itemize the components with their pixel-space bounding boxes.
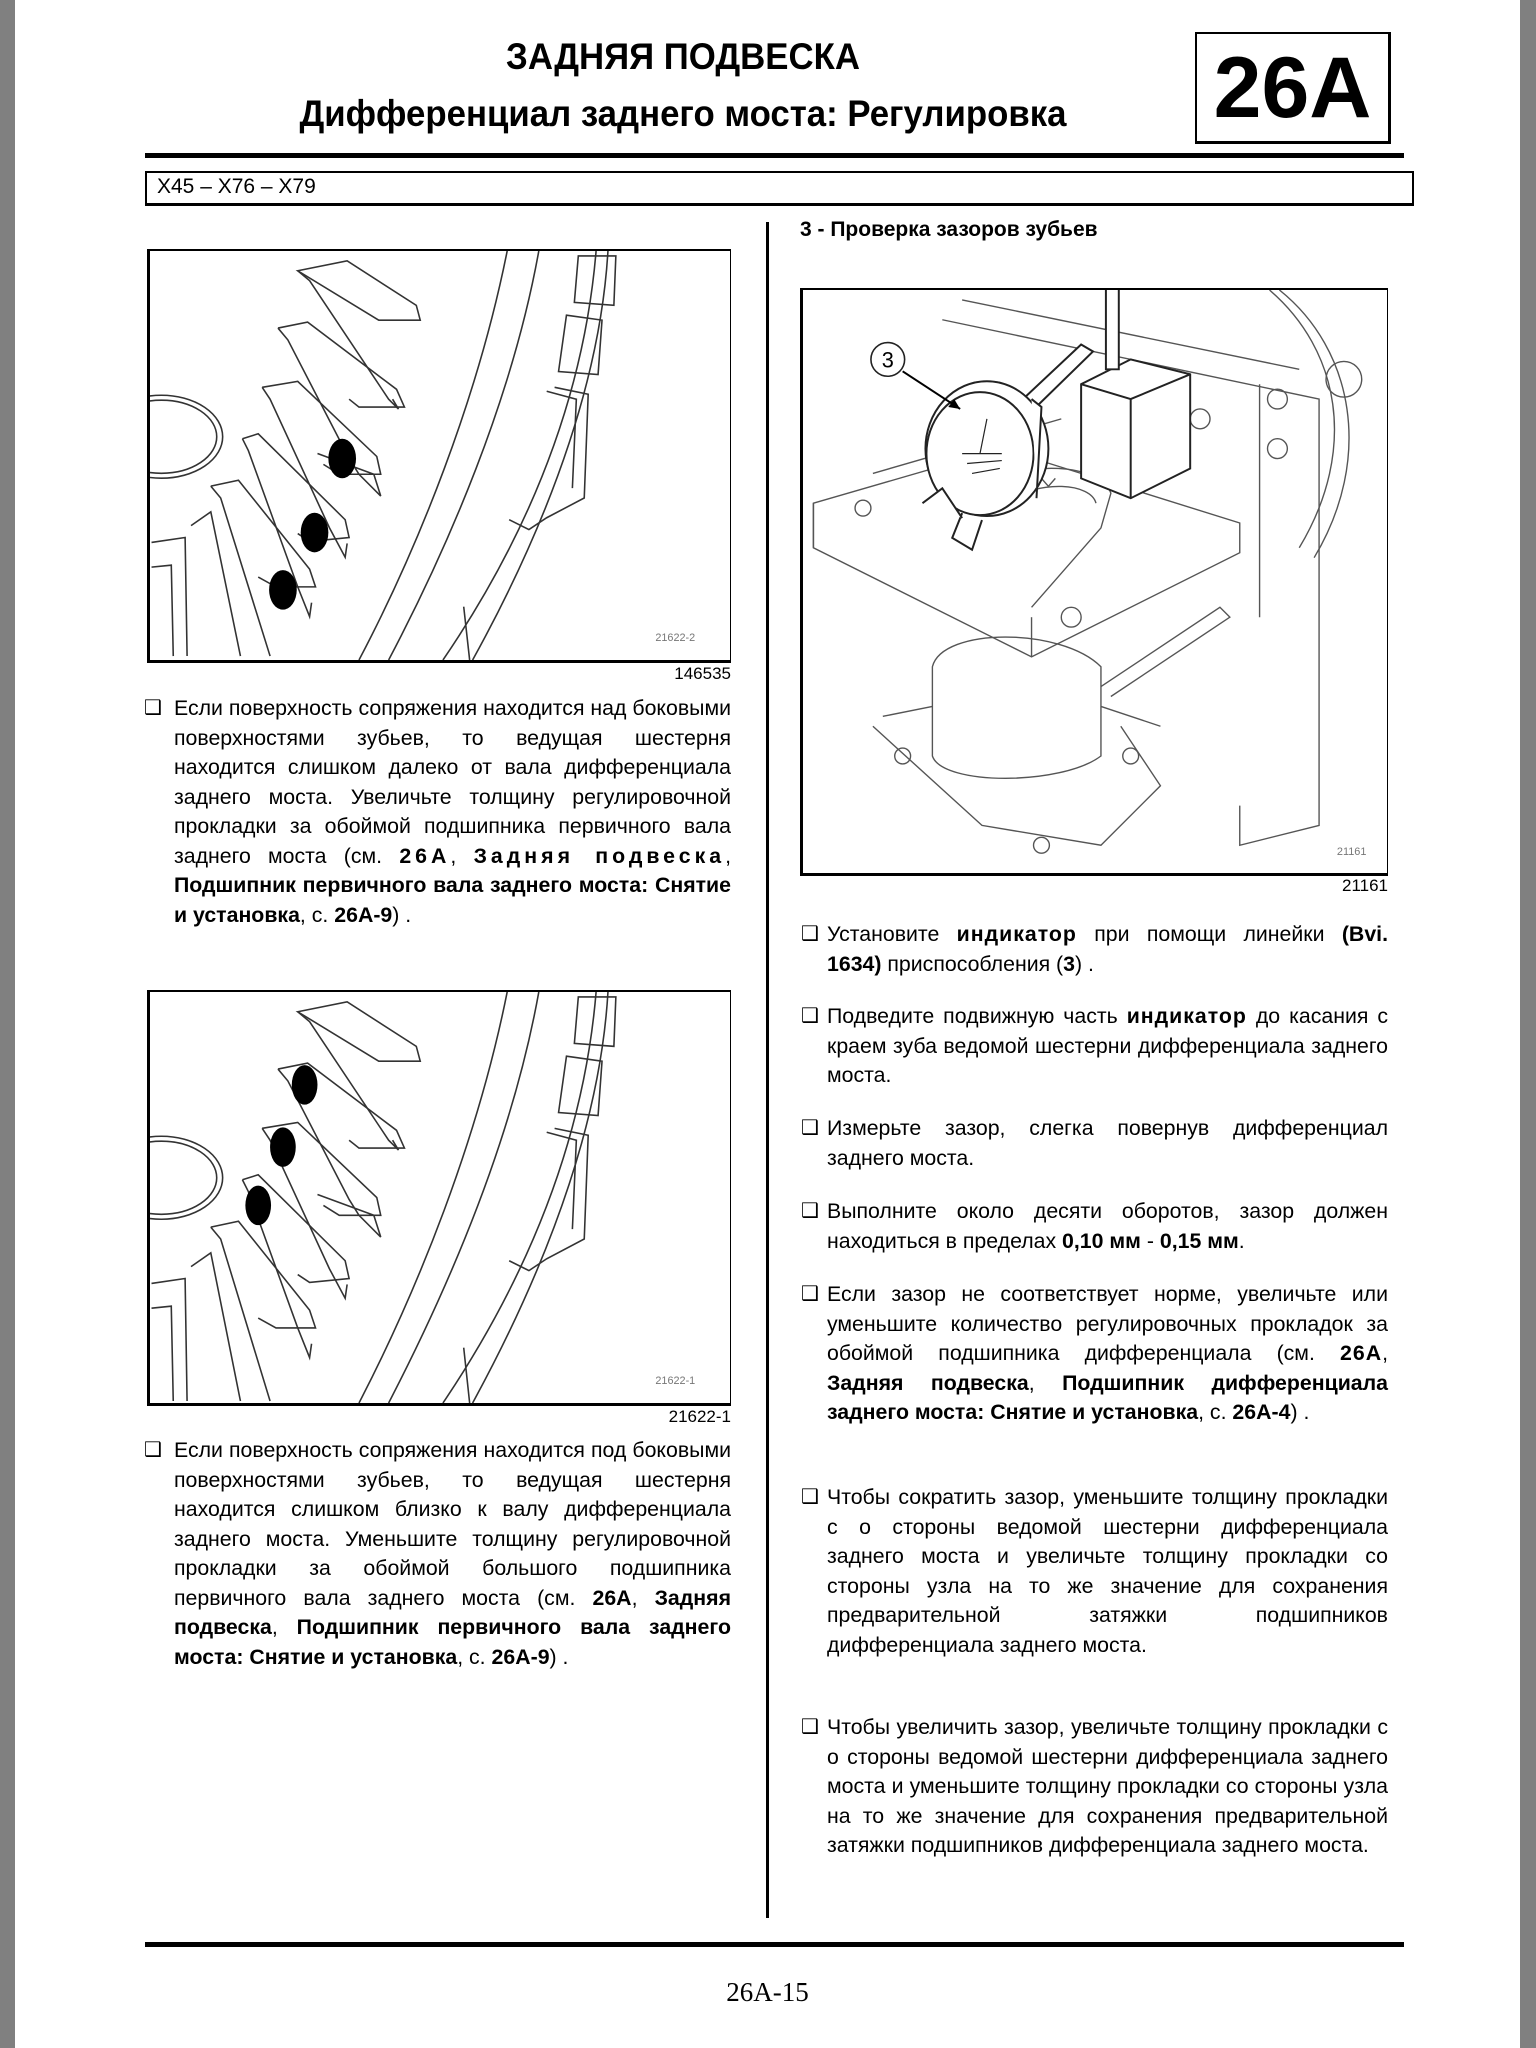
paragraph-end: ) . bbox=[549, 1644, 569, 1669]
reference-section: 26A bbox=[592, 1585, 632, 1610]
clearance-min: 0,10 мм bbox=[1062, 1228, 1141, 1253]
item-text: Чтобы сократить зазор, уменьшите толщину прокладки с о стороны ведомой шестерни дифференциала заднего моста и увеличьте толщину прокладки со стороны узла на то же значение для сохранения предварительной затяжки подшипников дифференциала заднего моста. bbox=[827, 1485, 1388, 1657]
instruction-paragraph bbox=[174, 1436, 731, 1672]
item-text: при помощи линейки bbox=[1076, 922, 1342, 946]
model-list: X45 – X76 – X79 bbox=[157, 175, 316, 198]
page-ref-prefix: , с. bbox=[457, 1644, 492, 1669]
figure-dial-indicator-setup bbox=[800, 288, 1388, 876]
clearance-max: 0,15 мм bbox=[1159, 1228, 1239, 1253]
model-applicability-box bbox=[145, 171, 1414, 206]
figure-gear-contact-above bbox=[147, 249, 731, 663]
reference-title: Подшипник первичного вала заднего моста: Снятие и установка bbox=[174, 1615, 731, 1669]
separator: , bbox=[631, 1585, 655, 1610]
reference-section: 26A bbox=[399, 843, 451, 868]
separator: , bbox=[271, 1615, 297, 1639]
item-text: Установите bbox=[827, 922, 957, 946]
item-text: ) . bbox=[1075, 951, 1094, 976]
reference-chapter: Задняя подвеска bbox=[473, 843, 726, 868]
item-text: Чтобы увеличить зазор, увеличьте толщину прокладки с о стороны ведомой шестерни дифференциала заднего моста и уменьшите толщину прокладки со стороны узла на то же значение для сохранения предварительной затяжки подшипников дифференциала заднего моста. bbox=[827, 1715, 1388, 1857]
paragraph-text: Если поверхность сопряжения находится над боковыми поверхностями зубьев, то ведущая шестерня находится слишком далеко от вала дифференциала заднего моста. Увеличьте толщину регулировочной прокладки за обоймой подшипника первичного вала заднего моста (см. bbox=[174, 696, 731, 868]
checkbox-bullet-icon: ❑ bbox=[801, 1283, 819, 1305]
header-rule bbox=[145, 153, 1404, 158]
checkbox-bullet-icon: ❑ bbox=[144, 697, 162, 719]
figure-caption: 21622-1 bbox=[668, 1407, 731, 1426]
paragraph-end: ) . bbox=[392, 902, 412, 927]
figure-gear-contact-below bbox=[147, 990, 731, 1406]
dial-indicator-illustration bbox=[803, 290, 1387, 873]
checkbox-bullet-icon: ❑ bbox=[801, 1716, 819, 1738]
callout-reference: 3 bbox=[1063, 951, 1076, 976]
section-code: 26A bbox=[1213, 39, 1372, 136]
page-number: 26A-15 bbox=[726, 1977, 809, 2007]
tool-reference: (Bvi. 1634) bbox=[827, 922, 1388, 976]
checkbox-bullet-icon: ❑ bbox=[801, 1200, 819, 1222]
figure-caption: 21161 bbox=[1341, 876, 1388, 895]
page-title: Дифференциал заднего моста: Регулировка bbox=[299, 93, 1067, 134]
instruction-item bbox=[827, 920, 1388, 979]
checkbox-bullet-icon: ❑ bbox=[801, 1005, 819, 1027]
document-page bbox=[15, 0, 1520, 2048]
reference-title: Подшипник первичного вала заднего моста: Снятие и установка bbox=[174, 873, 731, 927]
item-text: Выполните около десяти оборотов, зазор должен находиться в пределах bbox=[827, 1199, 1388, 1253]
instruction-item bbox=[827, 1280, 1388, 1428]
instruction-item bbox=[827, 1483, 1388, 1660]
gear-teeth-illustration bbox=[150, 992, 730, 1403]
instruction-paragraph bbox=[174, 694, 731, 930]
figure-inner-label: 21622-1 bbox=[655, 1375, 696, 1388]
separator: , bbox=[725, 843, 731, 868]
separator: , bbox=[1028, 1370, 1063, 1395]
checkbox-bullet-icon: ❑ bbox=[144, 1439, 162, 1461]
figure-inner-label: 21161 bbox=[1336, 846, 1367, 859]
instruction-item bbox=[827, 1002, 1388, 1091]
section-code-box bbox=[1195, 32, 1391, 144]
item-text: до касания с краем зуба ведомой шестерни дифференциала заднего моста. bbox=[827, 1004, 1388, 1087]
page-ref-prefix: , с. bbox=[1198, 1400, 1233, 1424]
figure-caption: 146535 bbox=[674, 664, 731, 683]
item-text: Если зазор не соответствует норме, увеличьте или уменьшите количество регулировочных прокладок за обоймой подшипника дифференциала (см. bbox=[827, 1282, 1388, 1365]
item-text: ) . bbox=[1290, 1400, 1310, 1424]
separator: , bbox=[450, 843, 474, 868]
separator: , bbox=[1382, 1341, 1388, 1365]
callout-number: 3 bbox=[881, 347, 894, 373]
reference-section: 26A bbox=[1340, 1341, 1383, 1365]
reference-page: 26A-9 bbox=[491, 1644, 550, 1669]
section-title: ЗАДНЯЯ ПОДВЕСКА bbox=[506, 36, 860, 77]
checkbox-bullet-icon: ❑ bbox=[801, 1117, 819, 1139]
gear-teeth-illustration bbox=[150, 251, 730, 660]
page-ref-prefix: , с. bbox=[299, 902, 335, 927]
item-text: . bbox=[1238, 1228, 1245, 1253]
instruction-item bbox=[827, 1114, 1388, 1173]
section-heading: 3 - Проверка зазоров зубьев bbox=[800, 218, 1098, 241]
paragraph-text: Если поверхность сопряжения находится под боковыми поверхностями зубьев, то ведущая шестерня находится слишком близко к валу дифференциала заднего моста. Уменьшите толщину регулировочной прокладки за обоймой большого подшипника первичного вала заднего моста (см. bbox=[174, 1438, 731, 1610]
item-text: - bbox=[1140, 1228, 1160, 1253]
reference-chapter: Задняя подвеска bbox=[827, 1370, 1029, 1395]
instruction-item bbox=[827, 1713, 1388, 1861]
footer-rule bbox=[145, 1942, 1404, 1947]
tool-name: индикатор bbox=[1126, 1004, 1247, 1028]
column-divider bbox=[766, 222, 769, 1918]
item-text: Подведите подвижную часть bbox=[827, 1004, 1127, 1028]
checkbox-bullet-icon: ❑ bbox=[801, 923, 819, 945]
instruction-item bbox=[827, 1197, 1388, 1256]
figure-inner-label: 21622-2 bbox=[655, 632, 696, 645]
checkbox-bullet-icon: ❑ bbox=[801, 1486, 819, 1508]
reference-title: Подшипник дифференциала заднего моста: Снятие и установка bbox=[827, 1370, 1389, 1424]
reference-page: 26A-9 bbox=[334, 902, 393, 927]
reference-chapter: Задняя подвеска bbox=[174, 1585, 731, 1639]
item-text: Измерьте зазор, слегка повернув дифференциал заднего моста. bbox=[827, 1116, 1388, 1170]
item-text: приспособления ( bbox=[881, 951, 1064, 976]
tool-name: индикатор bbox=[956, 922, 1077, 946]
reference-page: 26A-4 bbox=[1232, 1400, 1291, 1424]
